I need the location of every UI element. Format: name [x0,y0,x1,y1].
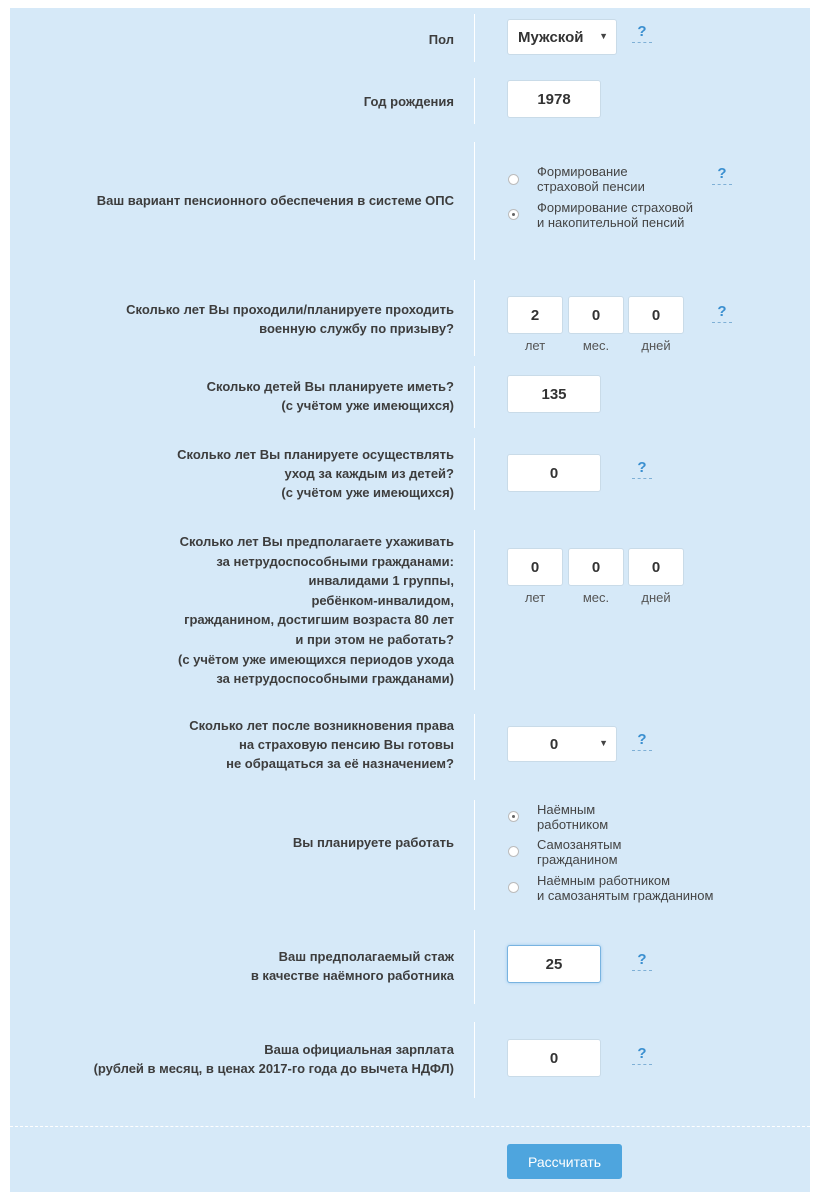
separator [474,142,475,260]
unit-months: мес. [582,590,610,605]
disabled-care-months-input[interactable]: 0 [568,548,624,586]
help-icon[interactable]: ? [632,24,652,43]
birth-year-label: Год рождения [363,94,454,109]
separator [474,530,475,690]
help-icon[interactable]: ? [712,304,732,323]
unit-months: мес. [582,338,610,353]
disabled-care-days-input[interactable]: 0 [628,548,684,586]
unit-years: лет [524,590,546,605]
calculate-button[interactable]: Рассчитать [507,1144,622,1179]
experience-label: Ваш предполагаемый стаж в качестве наёмного работника [250,949,454,983]
radio-self-employed[interactable] [508,846,519,857]
unit-years: лет [524,338,546,353]
experience-input[interactable]: 25 [507,945,601,983]
radio-insurance-pension[interactable] [508,174,519,185]
deferral-value: 0 [549,736,559,753]
separator [474,280,475,356]
radio-employee-label: Наёмным работником [537,802,609,832]
unit-days: дней [641,590,671,605]
help-icon[interactable]: ? [632,1046,652,1065]
radio-insurance-pension-label: Формирование страховой пенсии [537,164,645,194]
birth-year-input[interactable]: 1978 [507,80,601,118]
disabled-care-years-input[interactable]: 0 [507,548,563,586]
salary-label: Ваша официальная зарплата (рублей в месяц, в ценах 2017-го года до вычета НДФЛ) [93,1042,454,1076]
radio-employee-and-self-employed[interactable] [508,882,519,893]
help-icon[interactable]: ? [712,166,732,185]
radio-self-employed-label: Самозанятым гражданином [537,837,622,867]
separator [474,78,475,124]
separator [474,1022,475,1098]
children-input[interactable]: 135 [507,375,601,413]
child-care-label: Сколько лет Вы планируете осуществлять уход за каждым из детей? (с учётом уже имеющихся) [177,447,454,500]
separator [474,714,475,780]
separator [474,930,475,1004]
chevron-down-icon: ▼ [599,31,608,41]
radio-insurance-and-funded-pension[interactable] [508,209,519,220]
separator [474,366,475,428]
help-icon[interactable]: ? [632,952,652,971]
military-label: Сколько лет Вы проходили/планируете проходить военную службу по призыву? [126,302,454,336]
pension-calculator-form [10,8,810,1192]
help-icon[interactable]: ? [632,732,652,751]
children-label: Сколько детей Вы планируете иметь? (с учётом уже имеющихся) [206,379,454,413]
separator [474,14,475,62]
child-care-input[interactable]: 0 [507,454,601,492]
radio-employee[interactable] [508,811,519,822]
work-label: Вы планируете работать [292,835,454,850]
salary-input[interactable]: 0 [507,1039,601,1077]
unit-days: дней [641,338,671,353]
chevron-down-icon: ▼ [599,738,608,748]
military-months-input[interactable]: 0 [568,296,624,334]
gender-label: Пол [428,32,454,47]
deferral-label: Сколько лет после возникновения права на страховую пенсию Вы готовы не обращаться за её назначением? [189,718,454,771]
separator [474,800,475,910]
deferral-select[interactable] [507,726,617,762]
gender-select[interactable] [507,19,617,55]
radio-insurance-and-funded-pension-label: Формирование страховой и накопительной пенсий [537,200,694,230]
military-days-input[interactable]: 0 [628,296,684,334]
separator [474,438,475,510]
help-icon[interactable]: ? [632,460,652,479]
gender-value: Мужской [518,29,584,46]
military-years-input[interactable]: 2 [507,296,563,334]
divider [10,1126,810,1127]
disabled-care-label: Сколько лет Вы предполагаете ухаживать за нетрудоспособными гражданами: инвалидами 1 группы, ребёнком-инвалидом, гражданином, достигшим возраста 80 лет и при этом не работать? (с учётом уже имеющихся периодов ухода за нетрудоспособными гражданами) [177,534,454,687]
pension-option-label: Ваш вариант пенсионного обеспечения в системе ОПС [96,193,454,208]
radio-employee-and-self-employed-label: Наёмным работником и самозанятым гражданином [537,873,714,903]
